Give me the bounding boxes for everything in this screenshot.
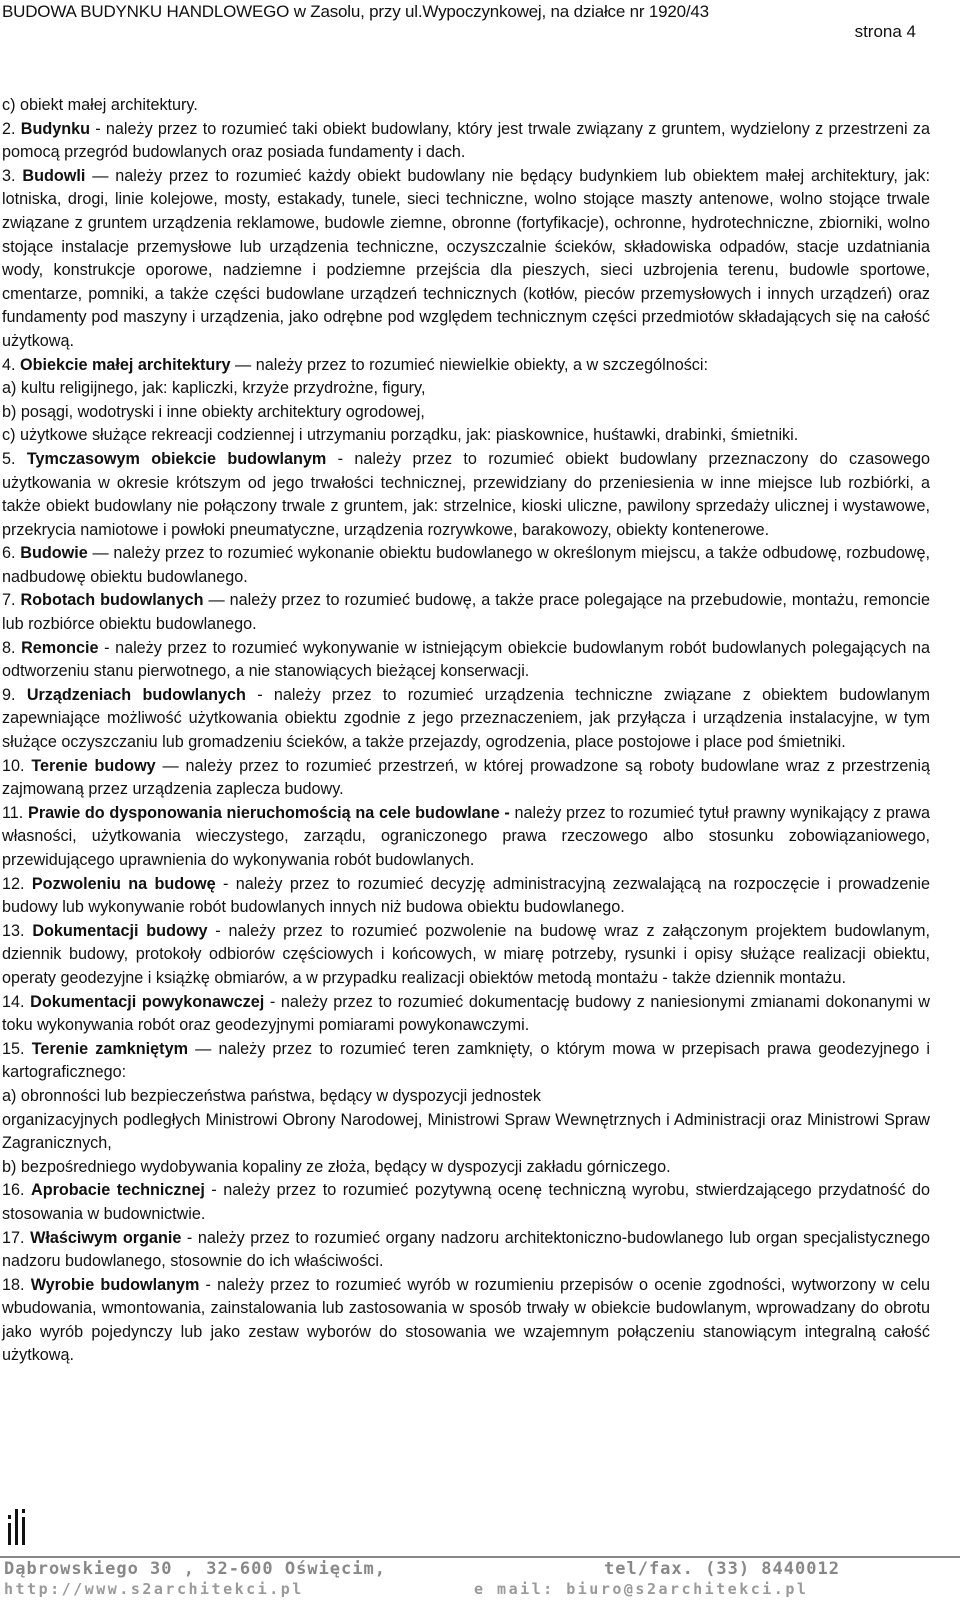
definition-text: - należy przez to rozumieć organy nadzoru architektoniczno-budowlanego lub organ specjalistycznego nadzoru budowlanego, stosownie do ich właściwości. xyxy=(2,1228,930,1271)
definition-text: — należy przez to rozumieć niewielkie obiekty, a w szczególności: xyxy=(230,355,708,374)
definition-text: — należy przez to rozumieć budowę, a także prace polegające na przebudowie, montażu, remoncie lub rozbiórce obiektu budowlanego. xyxy=(2,591,931,634)
paragraph-lead: 3. xyxy=(2,166,23,185)
definition-text: - należy przez to rozumieć wyrób w rozumieniu przepisów o ocenie zgodności, wytworzony w celu wbudowania, wmontowania, zainstalowania lub zastosowania w sposób trwały w obiekcie budowlanym, wprowadzany do obrotu jako wyrób pojedynczy lub jako zestaw wyborów do stosowania we wzajemnym połączeniu stanowiącym integralną całość użytkową. xyxy=(2,1275,930,1365)
definition-paragraph xyxy=(2,1085,930,1109)
definition-paragraph xyxy=(2,1227,930,1274)
footer-phone: tel/fax. (33) 8440012 xyxy=(604,1559,840,1579)
definition-text: - należy przez to rozumieć urządzenia techniczne związane z obiektem budowlanym zapewniające możliwość użytkowania obiektu zgodnie z jego przeznaczeniem, jak przyłącza i urządzenia instalacyjne, w tym służące oczyszczaniu lub gromadzeniu ścieków, a także przejazdy, ogrodzenia, place postojowe i place pod śmietniki. xyxy=(2,685,930,752)
paragraph-lead: b) bezpośredniego wydobywania kopaliny ze złoża, będący w dyspozycji zakładu górniczego. xyxy=(2,1157,671,1176)
defined-term: Dokumentacji powykonawczej xyxy=(30,992,265,1011)
definition-text: — należy przez to rozumieć przestrzeń, w której prowadzone są roboty budowlane wraz z przestrzenią zajmowaną przez urządzenia zaplecza budowy. xyxy=(2,756,930,799)
definition-paragraph xyxy=(2,1109,930,1156)
defined-term: Urządzeniach budowlanych xyxy=(26,685,246,704)
definition-paragraph xyxy=(2,873,930,920)
defined-term: Właściwym organie xyxy=(30,1228,182,1247)
paragraph-lead: c) użytkowe służące rekreacji codziennej i utrzymaniu porządku, jak: piaskownice, huśtawki, drabinki, śmietniki. xyxy=(2,426,799,445)
defined-term: Budynku xyxy=(20,119,90,138)
definition-paragraph xyxy=(2,637,930,684)
paragraph-lead: a) obronności lub bezpieczeństwa państwa, będący w dyspozycji jednostek xyxy=(2,1086,541,1105)
definition-paragraph xyxy=(2,542,930,589)
defined-term: Obiekcie małej architektury xyxy=(20,355,231,374)
defined-term: Remoncie xyxy=(21,638,99,657)
definition-paragraph xyxy=(2,377,930,401)
definition-text: — należy przez to rozumieć teren zamknięty, o którym mowa w przepisach prawa geodezyjnego i kartograficznego: xyxy=(2,1039,930,1082)
definition-paragraph xyxy=(2,755,930,802)
definition-text: należy przez to rozumieć tytuł prawny wynikający z prawa własności, użytkowania wieczystego, zarządu, ograniczonego prawa rzeczowego albo stosunku zobowiązaniowego, przewidującego uprawnienia do wykonywania robót budowlanych. xyxy=(2,803,930,869)
footer-address: Dąbrowskiego 30 , 32-600 Oświęcim, xyxy=(4,1559,386,1579)
definition-paragraph xyxy=(2,1156,930,1180)
page-number: strona 4 xyxy=(854,22,916,41)
definition-paragraph xyxy=(2,1179,930,1226)
paragraph-lead: organizacyjnych podległych Ministrowi Obrony Narodowej, Ministrowi Spraw Wewnętrznych i Administracji oraz Ministrowi Spraw Zagranicznych, xyxy=(2,1110,930,1153)
definition-paragraph xyxy=(2,991,930,1038)
defined-term: Budowie xyxy=(20,544,88,563)
definition-text: — należy przez to rozumieć wykonanie obiektu budowlanego w określonym miejscu, a także odbudowę, rozbudowę, nadbudowę obiektu budowlanego. xyxy=(2,544,930,586)
paragraph-lead: 6. xyxy=(2,544,21,563)
paragraph-lead: 10. xyxy=(2,756,32,775)
definition-paragraph xyxy=(2,118,930,165)
definitions-body xyxy=(2,94,930,1368)
defined-term: Budowli xyxy=(22,166,86,185)
defined-term: Dokumentacji budowy xyxy=(32,921,208,940)
paragraph-lead: 18. xyxy=(2,1275,31,1294)
footer-email-link[interactable]: e mail: biuro@s2architekci.pl xyxy=(474,1580,809,1598)
footer-address-line xyxy=(4,1559,840,1579)
defined-term: Tymczasowym obiekcie budowlanym xyxy=(26,449,327,468)
paragraph-lead: 13. xyxy=(2,921,33,940)
definition-paragraph xyxy=(2,401,930,425)
defined-term: Wyrobie budowlanym xyxy=(30,1275,200,1294)
paragraph-lead: 4. xyxy=(2,355,20,374)
paragraph-lead: 11. xyxy=(2,803,29,822)
definition-paragraph xyxy=(2,684,930,755)
definition-paragraph xyxy=(2,1274,930,1368)
definition-paragraph xyxy=(2,424,930,448)
defined-term: Prawie do dysponowania nieruchomością na cele budowlane - xyxy=(28,803,510,822)
defined-term: Pozwoleniu na budowę xyxy=(31,874,216,893)
definition-paragraph xyxy=(2,94,930,118)
definition-text: - należy przez to rozumieć pozytywną ocenę techniczną wyrobu, stwierdzającego przydatność do stosowania w budownictwie. xyxy=(2,1181,930,1223)
paragraph-lead: b) posągi, wodotryski i inne obiekty architektury ogrodowej, xyxy=(2,402,425,421)
defined-term: Terenie zamkniętym xyxy=(31,1039,188,1058)
paragraph-lead: 5. xyxy=(2,449,27,468)
paragraph-lead: 9. xyxy=(2,685,27,704)
paragraph-lead: 12. xyxy=(2,874,32,893)
definition-text: - należy przez to rozumieć pozwolenie na budowę wraz z załączonym projektem budowlanym, dziennik budowy, protokoły odbiorów częściowych i końcowych, w miarę potrzeby, rysunki i opisy służące realizacji obiektu, operaty geodezyjne i książkę obmiarów, a w przypadku realizacji obiektów metodą montażu - także dziennik montażu. xyxy=(2,921,930,987)
paragraph-lead: 15. xyxy=(2,1039,32,1058)
footer-website-link[interactable]: http://www.s2architekci.pl xyxy=(4,1580,304,1598)
paragraph-lead: c) obiekt małej architektury. xyxy=(2,96,198,114)
definition-paragraph xyxy=(2,354,930,378)
definition-text: - należy przez to rozumieć obiekt budowlany przeznaczony do czasowego użytkowania w okresie krótszym od jego trwałości technicznej, przewidziany do przeniesienia w inne miejsce lub rozbiórki, a także obiekt budowlany nie połączony trwale z gruntem, jak: strzelnice, kioski uliczne, pawilony sprzedaży ulicznej i wystawowe, przekrycia namiotowe i powłoki pneumatyczne, urządzenia rozrywkowe, barakowozy, obiekty kontenerowe. xyxy=(2,449,930,539)
definition-paragraph xyxy=(2,1038,930,1085)
definition-paragraph xyxy=(2,589,930,636)
definition-text: - należy przez to rozumieć taki obiekt budowlany, który jest trwale związany z gruntem, wydzielony z przestrzeni za pomocą przegród budowlanych oraz posiada fundamenty i dach. xyxy=(2,119,930,162)
definition-text: — należy przez to rozumieć każdy obiekt budowlany nie będący budynkiem lub obiektem małej architektury, jak: lotniska, drogi, linie kolejowe, mosty, estakady, tunele, sieci techniczne, wolno stojące maszty antenowe, wolno stojące trwale związane z gruntem urządzenia reklamowe, budowle ziemne, obronne (fortyfikacje), ochronne, hydrotechniczne, zbiorniki, wolno stojące instalacje przemysłowe lub urządzenia techniczne, oczyszczalnie ścieków, składowiska odpadów, stacje uzdatniania wody, konstrukcje oporowe, nadziemne i podziemne przejścia dla pieszych, sieci uzbrojenia terenu, budowle sportowe, cmentarze, pomniki, a także części budowlane urządzeń technicznych (kotłów, pieców przemysłowych i innych urządzeń) oraz fundamenty pod maszyny i urządzenia, jako odrębne pod względem technicznym części przedmiotów składających się na całość użytkową. xyxy=(2,166,930,350)
definition-paragraph xyxy=(2,920,930,991)
definition-paragraph xyxy=(2,448,930,542)
company-logo-icon xyxy=(6,1505,30,1547)
defined-term: Terenie budowy xyxy=(31,756,156,775)
footer-contact-line xyxy=(4,1580,808,1598)
paragraph-lead: 16. xyxy=(2,1181,32,1200)
paragraph-lead: a) kultu religijnego, jak: kapliczki, krzyże przydrożne, figury, xyxy=(2,379,426,398)
paragraph-lead: 7. xyxy=(2,591,21,610)
definition-paragraph xyxy=(2,802,930,873)
paragraph-lead: 2. xyxy=(2,119,21,138)
definition-text: - należy przez to rozumieć decyzję administracyjną zezwalającą na rozpoczęcie i prowadzenie budowy lub wykonywanie robót budowlanych innych niż budowa obiektu budowlanego. xyxy=(2,874,930,917)
defined-term: Aprobacie technicznej xyxy=(31,1181,205,1200)
document-title: BUDOWA BUDYNKU HANDLOWEGO w Zasolu, przy ul.Wypoczynkowej, na działce nr 1920/43 xyxy=(2,2,709,21)
defined-term: Robotach budowlanych xyxy=(20,591,204,610)
definition-paragraph xyxy=(2,165,930,354)
footer-divider xyxy=(0,1556,960,1558)
definition-text: - należy przez to rozumieć dokumentację budowy z naniesionymi zmianami dokonanymi w toku wykonywania robót oraz geodezyjnymi pomiarami powykonawczymi. xyxy=(2,992,930,1035)
paragraph-lead: 17. xyxy=(2,1228,31,1247)
definition-text: - należy przez to rozumieć wykonywanie w istniejącym obiekcie budowlanym robót budowlanych polegających na odtworzeniu stanu pierwotnego, a nie stanowiących bieżącej konserwacji. xyxy=(2,638,931,681)
paragraph-lead: 8. xyxy=(2,638,22,657)
paragraph-lead: 14. xyxy=(2,992,31,1011)
